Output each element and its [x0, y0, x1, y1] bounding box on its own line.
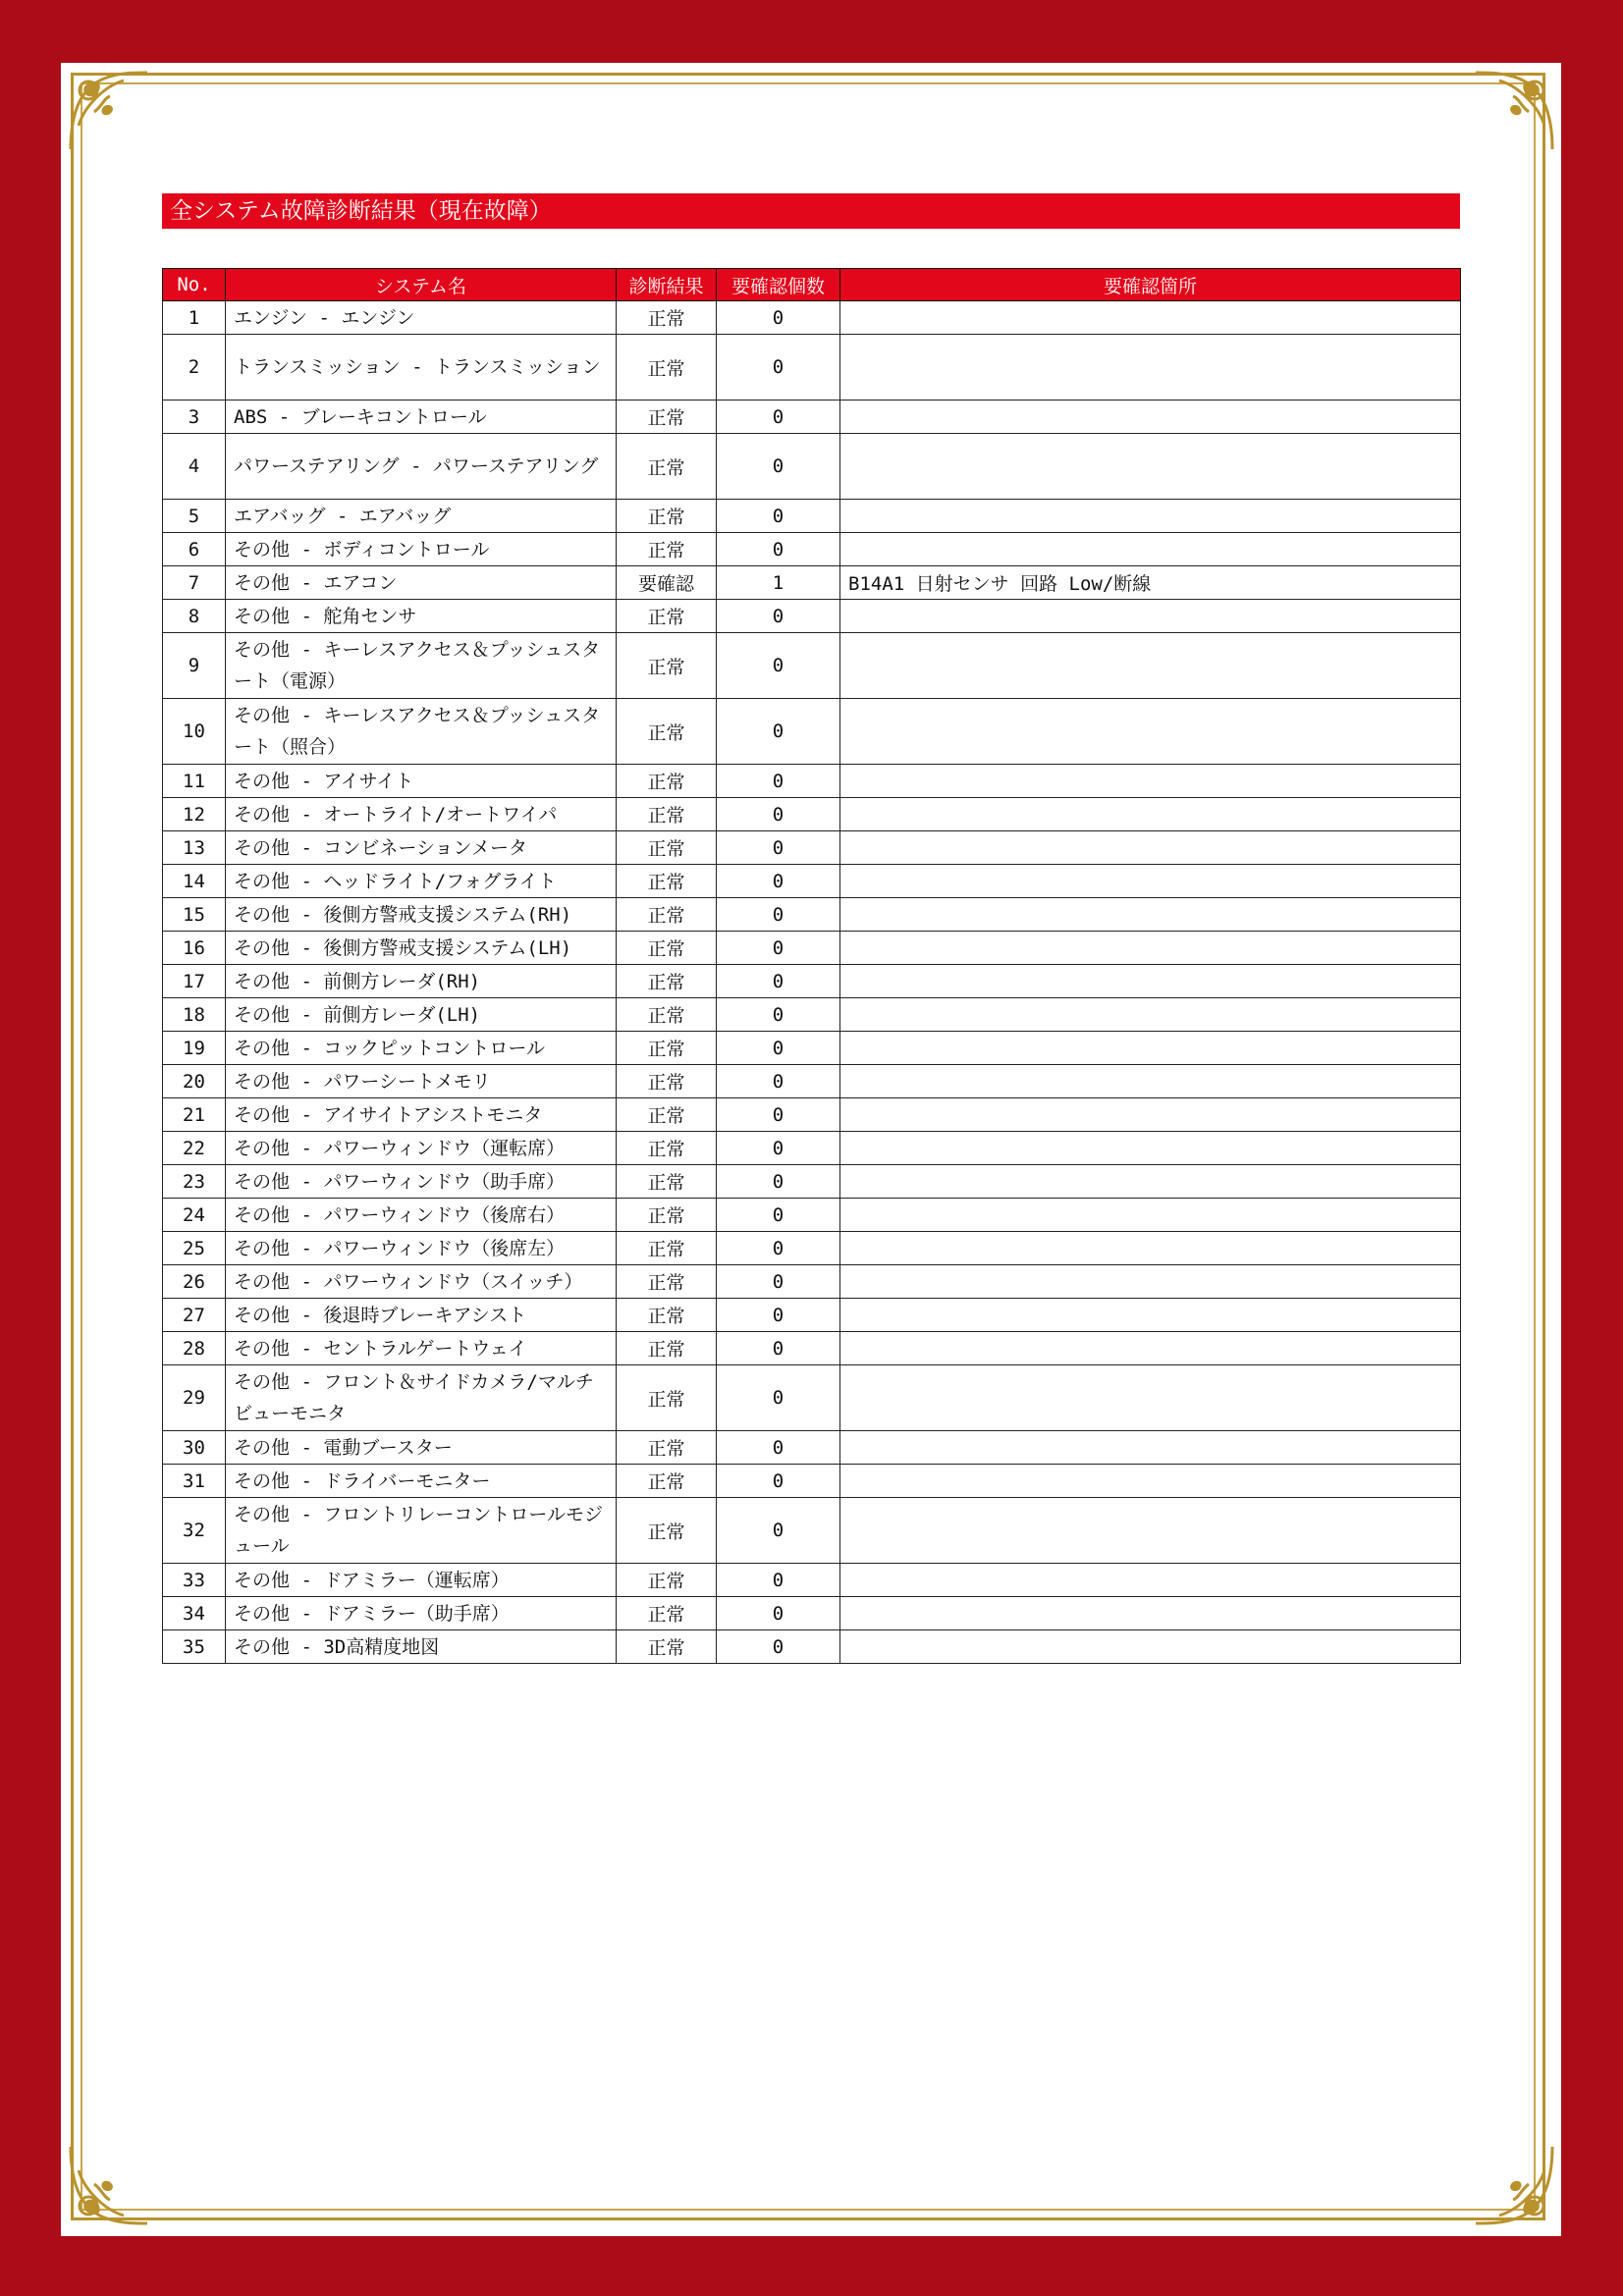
- cell-location: [840, 434, 1461, 500]
- column-header-result: 診断結果: [617, 269, 717, 301]
- cell-system-name: その他 - 前側方レーダ(LH): [226, 998, 617, 1032]
- cell-system-name: その他 - アイサイトアシストモニタ: [226, 1098, 617, 1132]
- cell-system-name: その他 - キーレスアクセス＆プッシュスタート（照合）: [226, 699, 617, 765]
- cell-location: [840, 533, 1461, 566]
- cell-location: [840, 500, 1461, 533]
- cell-system-name: その他 - セントラルゲートウェイ: [226, 1332, 617, 1365]
- cell-result: 正常: [617, 335, 717, 400]
- cell-system-name: トランスミッション - トランスミッション: [226, 335, 617, 400]
- cell-system-name: エアバッグ - エアバッグ: [226, 500, 617, 533]
- cell-location: [840, 831, 1461, 865]
- cell-system-name: その他 - パワーウィンドウ（助手席）: [226, 1165, 617, 1199]
- cell-no: 1: [163, 301, 226, 335]
- ornament-corner-icon: [1470, 67, 1558, 155]
- cell-count: 0: [717, 1265, 840, 1299]
- table-row: [163, 1431, 1461, 1465]
- column-header-location: 要確認箇所: [840, 269, 1461, 301]
- cell-system-name: その他 - 後退時ブレーキアシスト: [226, 1299, 617, 1332]
- cell-result: 正常: [617, 1098, 717, 1132]
- cell-location: [840, 1098, 1461, 1132]
- cell-location: [840, 1564, 1461, 1597]
- cell-count: 0: [717, 1498, 840, 1564]
- cell-location: [840, 1630, 1461, 1664]
- table-row: [163, 500, 1461, 533]
- cell-system-name: その他 - オートライト/オートワイパ: [226, 798, 617, 831]
- ornament-corner-icon: [65, 67, 153, 155]
- cell-system-name: その他 - アイサイト: [226, 765, 617, 798]
- table-row: [163, 765, 1461, 798]
- cell-no: 10: [163, 699, 226, 765]
- cell-no: 3: [163, 400, 226, 434]
- cell-result: 正常: [617, 400, 717, 434]
- cell-location: [840, 1165, 1461, 1199]
- cell-count: 0: [717, 898, 840, 932]
- table-row: [163, 1630, 1461, 1664]
- cell-count: 0: [717, 1431, 840, 1465]
- cell-no: 27: [163, 1299, 226, 1332]
- cell-no: 5: [163, 500, 226, 533]
- cell-result: 正常: [617, 1498, 717, 1564]
- ornament-corner-icon: [65, 2141, 153, 2229]
- cell-location: [840, 798, 1461, 831]
- cell-no: 7: [163, 566, 226, 600]
- cell-result: 正常: [617, 798, 717, 831]
- cell-no: 8: [163, 600, 226, 633]
- cell-location: [840, 699, 1461, 765]
- table-row: [163, 1165, 1461, 1199]
- column-header-no: No.: [163, 269, 226, 301]
- diagnosis-table: [162, 268, 1461, 1664]
- cell-count: 0: [717, 1098, 840, 1132]
- cell-result: 正常: [617, 1199, 717, 1232]
- cell-result: 正常: [617, 434, 717, 500]
- cell-count: 0: [717, 1564, 840, 1597]
- cell-no: 26: [163, 1265, 226, 1299]
- cell-count: 0: [717, 1332, 840, 1365]
- cell-result: 正常: [617, 965, 717, 998]
- cell-count: 0: [717, 798, 840, 831]
- cell-count: 0: [717, 1630, 840, 1664]
- cell-no: 21: [163, 1098, 226, 1132]
- table-row: [163, 1065, 1461, 1098]
- cell-location: [840, 1199, 1461, 1232]
- cell-result: 正常: [617, 600, 717, 633]
- cell-location: [840, 765, 1461, 798]
- cell-result: 正常: [617, 533, 717, 566]
- cell-no: 20: [163, 1065, 226, 1098]
- cell-location: [840, 998, 1461, 1032]
- cell-no: 28: [163, 1332, 226, 1365]
- cell-system-name: その他 - ドアミラー（助手席）: [226, 1597, 617, 1630]
- cell-no: 15: [163, 898, 226, 932]
- cell-count: 0: [717, 500, 840, 533]
- cell-location: [840, 1365, 1461, 1431]
- cell-location: [840, 633, 1461, 699]
- cell-system-name: その他 - ヘッドライト/フォグライト: [226, 865, 617, 898]
- cell-no: 14: [163, 865, 226, 898]
- cell-system-name: その他 - パワーウィンドウ（スイッチ）: [226, 1265, 617, 1299]
- table-row: [163, 798, 1461, 831]
- cell-no: 11: [163, 765, 226, 798]
- cell-system-name: その他 - パワーウィンドウ（後席左）: [226, 1232, 617, 1265]
- cell-system-name: その他 - 後側方警戒支援システム(RH): [226, 898, 617, 932]
- cell-count: 0: [717, 998, 840, 1032]
- cell-result: 正常: [617, 1065, 717, 1098]
- cell-result: 正常: [617, 1265, 717, 1299]
- table-row: [163, 1498, 1461, 1564]
- cell-location: [840, 1265, 1461, 1299]
- cell-system-name: その他 - パワーウィンドウ（後席右）: [226, 1199, 617, 1232]
- cell-location: [840, 335, 1461, 400]
- cell-system-name: その他 - ドライバーモニター: [226, 1465, 617, 1498]
- cell-result: 正常: [617, 699, 717, 765]
- table-row: [163, 699, 1461, 765]
- table-row: [163, 1232, 1461, 1265]
- table-row: [163, 1032, 1461, 1065]
- cell-result: 正常: [617, 1597, 717, 1630]
- table-row: [163, 965, 1461, 998]
- cell-system-name: その他 - 前側方レーダ(RH): [226, 965, 617, 998]
- column-header-count: 要確認個数: [717, 269, 840, 301]
- cell-location: [840, 1132, 1461, 1165]
- cell-result: 正常: [617, 932, 717, 965]
- cell-no: 32: [163, 1498, 226, 1564]
- cell-location: [840, 1332, 1461, 1365]
- cell-count: 0: [717, 1199, 840, 1232]
- column-header-system: システム名: [226, 269, 617, 301]
- table-row: [163, 1564, 1461, 1597]
- cell-location: [840, 1465, 1461, 1498]
- table-row: [163, 1265, 1461, 1299]
- table-header-row: [163, 269, 1461, 301]
- cell-count: 0: [717, 1032, 840, 1065]
- cell-count: 0: [717, 965, 840, 998]
- cell-no: 24: [163, 1199, 226, 1232]
- cell-no: 25: [163, 1232, 226, 1265]
- cell-count: 0: [717, 335, 840, 400]
- cell-location: [840, 1232, 1461, 1265]
- cell-result: 正常: [617, 500, 717, 533]
- cell-count: 0: [717, 434, 840, 500]
- cell-no: 4: [163, 434, 226, 500]
- cell-result: 正常: [617, 1431, 717, 1465]
- cell-result: 正常: [617, 1365, 717, 1431]
- cell-system-name: ABS - ブレーキコントロール: [226, 400, 617, 434]
- cell-location: [840, 1431, 1461, 1465]
- table-row: [163, 865, 1461, 898]
- cell-count: 0: [717, 699, 840, 765]
- cell-location: [840, 898, 1461, 932]
- table-row: [163, 898, 1461, 932]
- cell-system-name: その他 - ボディコントロール: [226, 533, 617, 566]
- cell-system-name: その他 - ドアミラー（運転席）: [226, 1564, 617, 1597]
- cell-count: 0: [717, 1065, 840, 1098]
- cell-system-name: その他 - 3D高精度地図: [226, 1630, 617, 1664]
- cell-count: 0: [717, 1165, 840, 1199]
- table-row: [163, 1299, 1461, 1332]
- cell-system-name: その他 - パワーシートメモリ: [226, 1065, 617, 1098]
- cell-no: 31: [163, 1465, 226, 1498]
- cell-no: 22: [163, 1132, 226, 1165]
- cell-result: 正常: [617, 1165, 717, 1199]
- cell-result: 正常: [617, 1132, 717, 1165]
- cell-no: 12: [163, 798, 226, 831]
- cell-count: 0: [717, 831, 840, 865]
- cell-result: 正常: [617, 301, 717, 335]
- table-row: [163, 1132, 1461, 1165]
- cell-result: 要確認: [617, 566, 717, 600]
- cell-no: 2: [163, 335, 226, 400]
- cell-count: 0: [717, 1232, 840, 1265]
- cell-location: [840, 1597, 1461, 1630]
- cell-system-name: その他 - コックピットコントロール: [226, 1032, 617, 1065]
- table-row: [163, 600, 1461, 633]
- cell-location: [840, 301, 1461, 335]
- cell-result: 正常: [617, 1332, 717, 1365]
- cell-count: 0: [717, 1365, 840, 1431]
- cell-result: 正常: [617, 1630, 717, 1664]
- cell-no: 23: [163, 1165, 226, 1199]
- cell-location: [840, 932, 1461, 965]
- cell-system-name: その他 - コンビネーションメータ: [226, 831, 617, 865]
- table-row: [163, 1199, 1461, 1232]
- cell-no: 6: [163, 533, 226, 566]
- cell-system-name: パワーステアリング - パワーステアリング: [226, 434, 617, 500]
- table-row: [163, 301, 1461, 335]
- cell-count: 0: [717, 1299, 840, 1332]
- cell-location: [840, 600, 1461, 633]
- cell-count: 0: [717, 301, 840, 335]
- cell-location: B14A1 日射センサ 回路 Low/断線: [840, 566, 1461, 600]
- cell-result: 正常: [617, 898, 717, 932]
- cell-location: [840, 1498, 1461, 1564]
- cell-count: 0: [717, 1597, 840, 1630]
- table-row: [163, 831, 1461, 865]
- cell-location: [840, 1032, 1461, 1065]
- cell-no: 17: [163, 965, 226, 998]
- cell-system-name: その他 - フロント＆サイドカメラ/マルチビューモニタ: [226, 1365, 617, 1431]
- table-row: [163, 1465, 1461, 1498]
- cell-result: 正常: [617, 1564, 717, 1597]
- cell-system-name: その他 - 後側方警戒支援システム(LH): [226, 932, 617, 965]
- cell-no: 29: [163, 1365, 226, 1431]
- cell-count: 0: [717, 932, 840, 965]
- cell-count: 0: [717, 533, 840, 566]
- table-row: [163, 1332, 1461, 1365]
- table-row: [163, 1597, 1461, 1630]
- cell-location: [840, 965, 1461, 998]
- cell-system-name: その他 - フロントリレーコントロールモジュール: [226, 1498, 617, 1564]
- cell-no: 33: [163, 1564, 226, 1597]
- cell-result: 正常: [617, 998, 717, 1032]
- cell-count: 0: [717, 400, 840, 434]
- table-row: [163, 533, 1461, 566]
- cell-no: 13: [163, 831, 226, 865]
- cell-result: 正常: [617, 1032, 717, 1065]
- cell-result: 正常: [617, 1299, 717, 1332]
- cell-count: 0: [717, 765, 840, 798]
- cell-location: [840, 1065, 1461, 1098]
- cell-no: 34: [163, 1597, 226, 1630]
- table-row: [163, 566, 1461, 600]
- cell-system-name: その他 - 舵角センサ: [226, 600, 617, 633]
- table-row: [163, 1365, 1461, 1431]
- cell-location: [840, 865, 1461, 898]
- cell-system-name: その他 - キーレスアクセス＆プッシュスタート（電源）: [226, 633, 617, 699]
- table-row: [163, 932, 1461, 965]
- cell-result: 正常: [617, 1465, 717, 1498]
- cell-result: 正常: [617, 1232, 717, 1265]
- table-row: [163, 400, 1461, 434]
- cell-no: 19: [163, 1032, 226, 1065]
- cell-system-name: エンジン - エンジン: [226, 301, 617, 335]
- section-title: 全システム故障診断結果（現在故障）: [162, 193, 1460, 229]
- cell-system-name: その他 - エアコン: [226, 566, 617, 600]
- cell-count: 0: [717, 1465, 840, 1498]
- cell-location: [840, 400, 1461, 434]
- cell-count: 0: [717, 865, 840, 898]
- cell-count: 0: [717, 600, 840, 633]
- table-row: [163, 434, 1461, 500]
- cell-no: 30: [163, 1431, 226, 1465]
- cell-result: 正常: [617, 865, 717, 898]
- table-row: [163, 998, 1461, 1032]
- ornament-corner-icon: [1470, 2141, 1558, 2229]
- table-row: [163, 1098, 1461, 1132]
- table-row: [163, 335, 1461, 400]
- cell-no: 18: [163, 998, 226, 1032]
- cell-location: [840, 1299, 1461, 1332]
- cell-system-name: その他 - 電動ブースター: [226, 1431, 617, 1465]
- cell-system-name: その他 - パワーウィンドウ（運転席）: [226, 1132, 617, 1165]
- cell-result: 正常: [617, 765, 717, 798]
- cell-no: 16: [163, 932, 226, 965]
- cell-no: 35: [163, 1630, 226, 1664]
- cell-count: 0: [717, 1132, 840, 1165]
- cell-count: 1: [717, 566, 840, 600]
- table-row: [163, 633, 1461, 699]
- cell-result: 正常: [617, 831, 717, 865]
- cell-count: 0: [717, 633, 840, 699]
- cell-no: 9: [163, 633, 226, 699]
- cell-result: 正常: [617, 633, 717, 699]
